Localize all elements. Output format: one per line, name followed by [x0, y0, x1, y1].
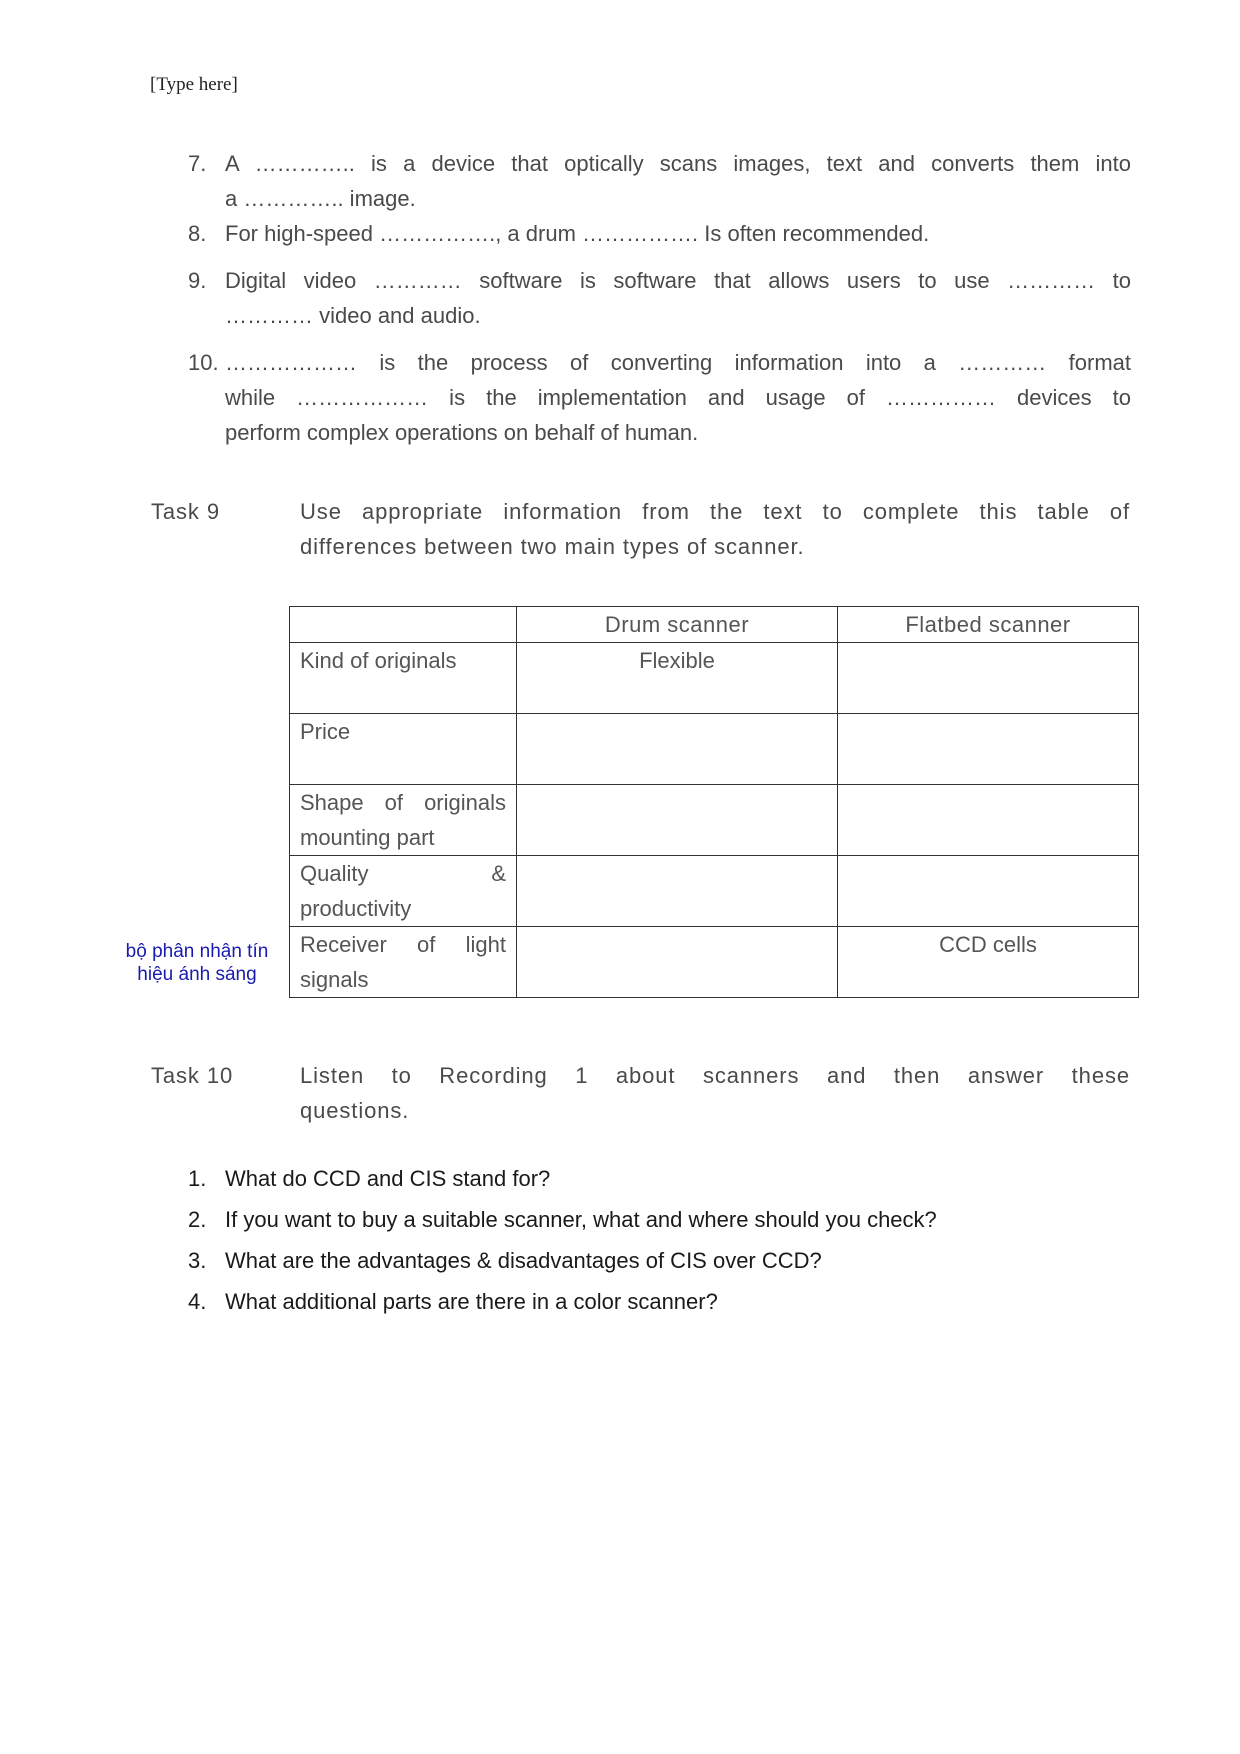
- flatbed-cell: [838, 785, 1139, 856]
- question-text: What do CCD and CIS stand for?: [225, 1166, 551, 1191]
- margin-note-line: bộ phân nhận tín: [125, 941, 269, 962]
- question-10: [188, 345, 1131, 450]
- drum-cell: Flexible: [517, 643, 838, 714]
- flatbed-cell: CCD cells: [838, 927, 1139, 998]
- question-text: What additional parts are there in a color scanner?: [225, 1289, 718, 1314]
- table-header-flatbed: Flatbed scanner: [838, 607, 1139, 643]
- row-label: [290, 643, 517, 714]
- table-row: [290, 856, 1139, 927]
- question-line: perform complex operations on behalf of human.: [225, 420, 699, 445]
- drum-cell: [517, 714, 838, 785]
- table-header-cell: [290, 607, 517, 643]
- listening-question: [188, 1284, 718, 1319]
- question-number: 8.: [188, 221, 207, 246]
- question-number: 1.: [188, 1166, 207, 1191]
- task-9-label: Task 9: [151, 499, 220, 524]
- instruction-line: differences between two main types of scanner.: [300, 534, 805, 559]
- row-label: [290, 927, 517, 998]
- page-header: [Type here]: [150, 74, 238, 95]
- task-10-instructions: [300, 1058, 1130, 1128]
- row-label-line: Receiver of light: [300, 932, 506, 957]
- question-line: Digital video ………… software is software that allows users to use ………… to: [225, 268, 1131, 293]
- question-number: 9.: [188, 268, 207, 293]
- question-line: ……………… is the process of converting information into a ………… format: [225, 350, 1131, 375]
- question-text: What are the advantages & disadvantages of CIS over CCD?: [225, 1248, 822, 1273]
- question-number: 4.: [188, 1289, 207, 1314]
- instruction-line: Use appropriate information from the text to complete this table of: [300, 499, 1130, 524]
- table-row: [290, 785, 1139, 856]
- instruction-line: Listen to Recording 1 about scanners and then answer these: [300, 1063, 1130, 1088]
- question-9: [188, 263, 1131, 333]
- instruction-line: questions.: [300, 1098, 410, 1123]
- drum-cell: [517, 927, 838, 998]
- question-line: while ……………… is the implementation and usage of …………… devices to: [225, 385, 1131, 410]
- question-line: ………… video and audio.: [225, 303, 481, 328]
- margin-note-line: hiệu ánh sáng: [137, 964, 257, 985]
- row-label-line: productivity: [300, 896, 412, 921]
- question-line: a ………….. image.: [225, 186, 416, 211]
- table-row: [290, 714, 1139, 785]
- drum-cell: [517, 856, 838, 927]
- listening-question: [188, 1161, 550, 1196]
- scanner-comparison-table: [289, 606, 1139, 998]
- row-label: [290, 714, 517, 785]
- listening-question: [188, 1243, 822, 1278]
- margin-note: [112, 940, 282, 986]
- table-header-row: [290, 607, 1139, 643]
- task-9-instructions: [300, 494, 1130, 564]
- question-number: 10.: [188, 350, 219, 375]
- row-label: [290, 856, 517, 927]
- listening-question: [188, 1202, 937, 1237]
- table-row: [290, 643, 1139, 714]
- row-label-line: Kind of originals: [300, 648, 457, 673]
- row-label-line: Shape of originals: [300, 790, 506, 815]
- question-line: For high-speed ……………., a drum ……………. Is often recommended.: [225, 221, 930, 246]
- flatbed-cell: [838, 643, 1139, 714]
- question-number: 3.: [188, 1248, 207, 1273]
- question-text: If you want to buy a suitable scanner, what and where should you check?: [225, 1207, 937, 1232]
- row-label-line: signals: [300, 967, 369, 992]
- flatbed-cell: [838, 714, 1139, 785]
- table-row: [290, 927, 1139, 998]
- row-label-line: Quality &: [300, 861, 506, 886]
- task-10-label: Task 10: [151, 1063, 234, 1088]
- drum-cell: [517, 785, 838, 856]
- question-number: 2.: [188, 1207, 207, 1232]
- question-8: [188, 216, 1131, 251]
- flatbed-cell: [838, 856, 1139, 927]
- row-label-line: mounting part: [300, 825, 435, 850]
- question-number: 7.: [188, 151, 207, 176]
- row-label: [290, 785, 517, 856]
- question-7: [188, 146, 1131, 216]
- question-line: A ………….. is a device that optically scans images, text and converts them into: [225, 151, 1131, 176]
- row-label-line: Price: [300, 719, 351, 744]
- table-header-drum: Drum scanner: [517, 607, 838, 643]
